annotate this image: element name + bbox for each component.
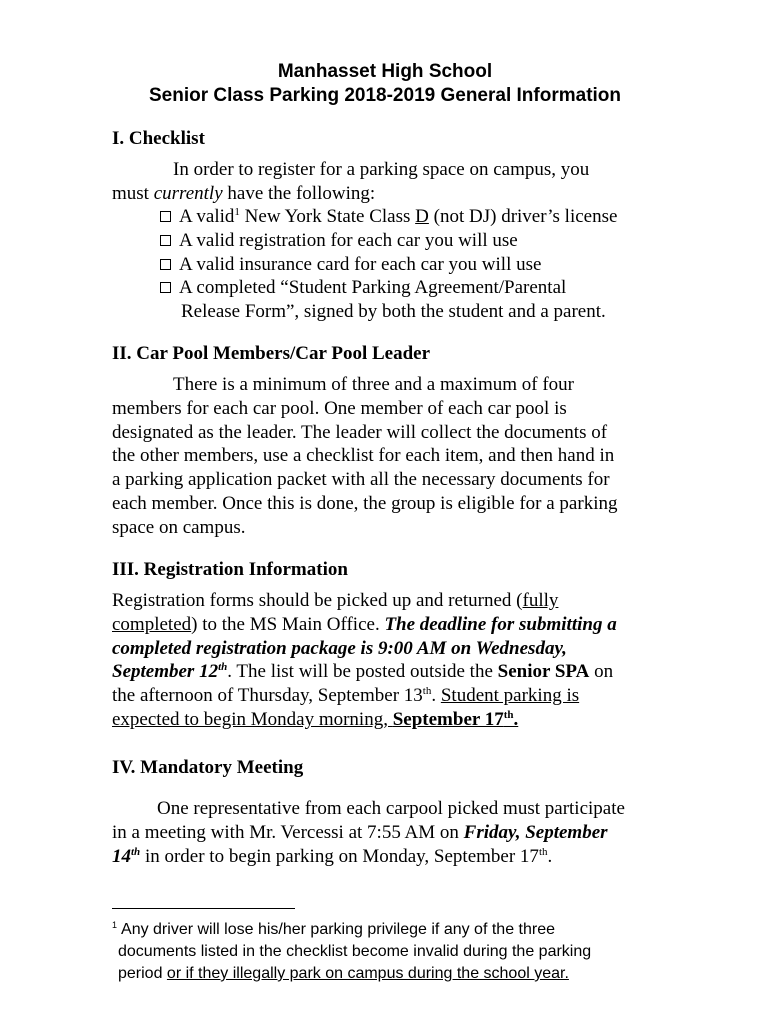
footnote-marker: 1 — [112, 920, 118, 930]
section-heading-car-pool: II. Car Pool Members/Car Pool Leader — [112, 343, 431, 364]
list-item: A valid registration for each car you will use — [160, 229, 680, 253]
school-title: Manhasset High School — [277, 61, 493, 82]
list-item: A completed “Student Parking Agreement/Parental — [160, 276, 680, 300]
checklist — [160, 205, 680, 324]
list-item: A valid insurance card for each car you will use — [160, 253, 680, 277]
section-heading-registration: III. Registration Information — [112, 559, 348, 580]
document-subtitle: Senior Class Parking 2018-2019 General Information — [148, 85, 622, 106]
car-pool-paragraph: There is a minimum of three and a maximum of four members for each car pool. One member of each car pool is designated as the leader. The leader will collect the documents of the other members, use a checklist for each item, and then hand in a parking application packet with all the necessary documents for each member. Once this is done, the group is eligible for a parking space on campus. — [112, 374, 618, 538]
section-heading-meeting: IV. Mandatory Meeting — [112, 757, 304, 778]
footnote-divider — [112, 908, 295, 909]
list-item: A valid$^1$ New York State Class D (not DJ) driver’s license — [160, 205, 680, 229]
checklist-intro: In order to register for a parking space on campus, you must currently have the following: — [112, 159, 590, 204]
checkbox-icon — [160, 235, 171, 246]
registration-paragraph: Registration forms should be picked up and returned (fully completed) to the MS Main Office. The deadline for submitting a completed registration package is 9:00 AM on Wednesday, September 12th. The list will be posted outside the Senior SPA on the afternoon of Thursday, September 13th. Student parking is expected to begin Monday morning, September 17th. — [112, 590, 617, 730]
meeting-paragraph: One representative from each carpool picked must participate in a meeting with Mr. Vercessi at 7:55 AM on Friday, September 14th in order to begin parking on Monday, September 17th. — [112, 798, 625, 867]
section-heading-checklist: I. Checklist — [112, 128, 205, 149]
list-item-continuation: Release Form”, signed by both the student and a parent. — [181, 301, 606, 323]
footnote: $^1$ Any driver will lose his/her parking privilege if any of the three documents listed in the checklist become invalid during the parking period or if they illegally park on campus during the school year. — [112, 920, 592, 982]
checkbox-icon — [160, 282, 171, 293]
checkbox-icon — [160, 259, 171, 270]
checkbox-icon — [160, 211, 171, 222]
